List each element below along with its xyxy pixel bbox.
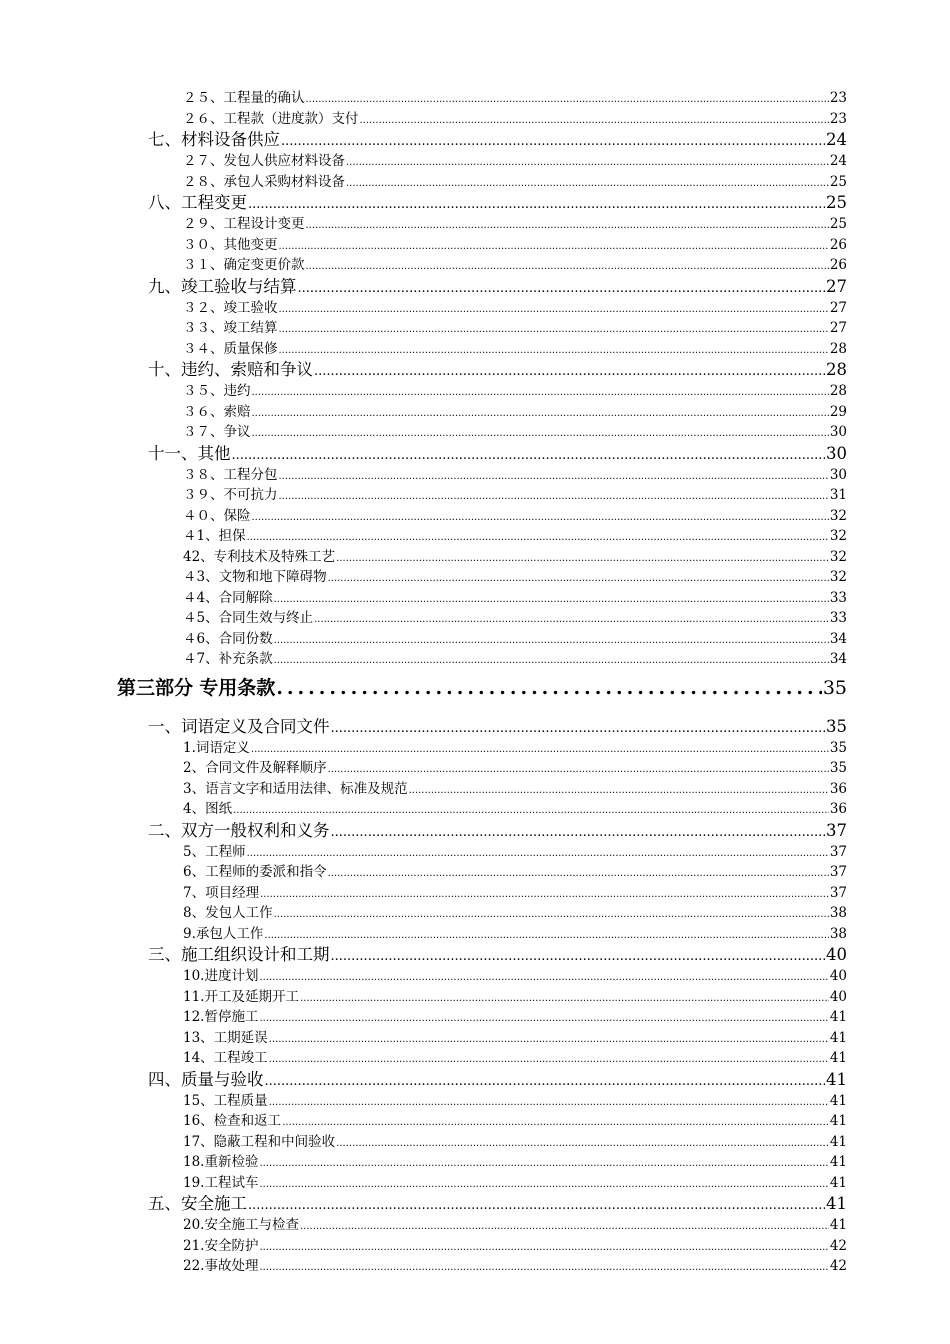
entry-page-number: 41 [829, 1092, 847, 1109]
toc-chapter-entry[interactable] [0, 716, 950, 738]
entry-page-number: 37 [829, 864, 847, 880]
entry-page-number: 31 [829, 487, 847, 503]
entry-title: 17、隐蔽工程和中间验收 [183, 1133, 336, 1150]
toc-section-entry[interactable] [0, 506, 950, 527]
toc-chapter-entry[interactable] [0, 192, 950, 214]
entry-page-number: 23 [829, 110, 847, 127]
toc-chapter-entry[interactable] [0, 944, 950, 966]
leader-dots [328, 864, 829, 885]
entry-title: ２７、发包人供应材料设备 [183, 153, 345, 169]
leader-dots [328, 569, 829, 590]
entry-page-number: 24 [829, 153, 847, 169]
toc-chapter-entry[interactable] [0, 1069, 950, 1091]
toc-section-entry[interactable] [0, 799, 950, 820]
toc-section-entry[interactable] [0, 738, 950, 759]
entry-page-number: 37 [829, 884, 847, 901]
entry-title: 九、竣工验收与结算 [148, 276, 297, 296]
toc-section-entry[interactable] [0, 1256, 950, 1277]
entry-page-number: 41 [829, 1050, 847, 1066]
leader-dots [306, 257, 829, 278]
entry-title: 8、发包人工作 [183, 905, 273, 921]
entry-page-number: 41 [829, 1133, 847, 1150]
leader-dots [251, 740, 829, 761]
entry-title: ４4、合同解除 [183, 589, 273, 606]
toc-section-entry[interactable] [0, 298, 950, 319]
toc-section-entry[interactable] [0, 1215, 950, 1236]
entry-page-number: 38 [829, 905, 847, 921]
entry-page-number: 33 [829, 589, 847, 606]
entry-page-number: 42 [829, 1237, 847, 1254]
toc-section-entry[interactable] [0, 214, 950, 235]
toc-section-entry[interactable] [0, 339, 950, 360]
leader-dots [265, 1071, 826, 1093]
entry-title: ３７、争议 [183, 424, 251, 440]
entry-title: 10.进度计划 [183, 968, 259, 984]
leader-dots [264, 926, 828, 947]
toc-section-entry[interactable] [0, 422, 950, 443]
entry-page-number: 40 [826, 945, 847, 964]
entry-title: ３１、确定变更价款 [183, 257, 305, 273]
entry-title: 42、专利技术及特殊工艺 [183, 548, 336, 565]
leader-dots [247, 844, 829, 865]
leader-dots [314, 610, 829, 631]
entry-page-number: 34 [829, 651, 847, 667]
entry-page-number: 40 [829, 968, 847, 984]
entry-page-number: 30 [829, 466, 847, 483]
toc-group-general-terms [0, 88, 950, 670]
entry-title: ３０、其他变更 [183, 236, 278, 253]
toc-section-entry[interactable] [0, 608, 950, 629]
leader-dots [336, 549, 829, 570]
entry-page-number: 23 [829, 90, 847, 106]
toc-section-entry[interactable] [0, 987, 950, 1008]
toc-section-entry[interactable] [0, 779, 950, 800]
entry-title: ４０、保险 [183, 507, 251, 524]
entry-title: 22.事故处理 [183, 1258, 259, 1274]
entry-page-number: 36 [829, 780, 847, 797]
entry-page-number: 41 [829, 1113, 847, 1129]
entry-title: ４6、合同份数 [183, 630, 273, 647]
entry-title: ３６、索赔 [183, 403, 251, 420]
entry-page-number: 32 [829, 548, 847, 565]
entry-title: 2、合同文件及解释顺序 [183, 760, 327, 776]
entry-title: 21.安全防护 [183, 1237, 259, 1254]
entry-page-number: 32 [829, 507, 847, 524]
entry-page-number: 27 [829, 320, 847, 336]
entry-title: 二、双方一般权利和义务 [148, 820, 330, 840]
toc-section-entry[interactable] [0, 842, 950, 863]
toc-section-entry[interactable] [0, 862, 950, 883]
toc-section-entry[interactable] [0, 1007, 950, 1028]
entry-title: 20.安全施工与检查 [183, 1217, 299, 1233]
toc-chapter-entry[interactable] [0, 820, 950, 842]
entry-title: 19.工程试车 [183, 1174, 259, 1191]
toc-section-entry[interactable] [0, 1236, 950, 1257]
entry-title: ２６、工程款（进度款）支付 [183, 110, 359, 127]
toc-section-entry[interactable] [0, 88, 950, 109]
entry-page-number: 42 [829, 1258, 847, 1274]
leader-dots [281, 131, 825, 153]
toc-section-entry[interactable] [0, 255, 950, 276]
toc-section-entry[interactable] [0, 172, 950, 193]
leader-dots [328, 760, 829, 781]
entry-title: ３３、竣工结算 [183, 320, 278, 336]
leader-dots [259, 1238, 828, 1259]
leader-dots [259, 1175, 828, 1196]
leader-dots [252, 508, 829, 529]
entry-page-number: 32 [829, 528, 847, 544]
leader-dots [279, 300, 829, 321]
leader-dots [331, 822, 826, 844]
entry-title: 十、违约、索赔和争议 [148, 360, 313, 379]
entry-page-number: 37 [826, 820, 847, 840]
leader-dots [360, 111, 829, 132]
entry-page-number: 29 [829, 403, 847, 420]
leader-dots [269, 1030, 829, 1051]
entry-title: ２５、工程量的确认 [183, 90, 305, 106]
entry-title: 6、工程师的委派和指令 [183, 864, 327, 880]
entry-title: 5、工程师 [183, 843, 246, 860]
entry-title: ４5、合同生效与终止 [183, 610, 314, 626]
entry-page-number: 24 [826, 130, 847, 149]
leader-dots [314, 361, 825, 383]
leader-dots [247, 528, 829, 549]
entry-title: ４7、补充条款 [183, 651, 273, 667]
toc-section-entry[interactable] [0, 588, 950, 609]
toc-section-entry[interactable] [0, 547, 950, 568]
leader-dots [306, 90, 829, 111]
table-of-contents [0, 88, 950, 1277]
entry-page-number: 26 [829, 257, 847, 273]
part-page-number: 35 [822, 676, 847, 699]
entry-page-number: 27 [829, 299, 847, 316]
toc-section-entry[interactable] [0, 567, 950, 588]
entry-page-number: 26 [829, 236, 847, 253]
leader-dots [331, 946, 826, 968]
leader-dots [248, 194, 825, 216]
entry-page-number: 28 [829, 383, 847, 399]
toc-section-entry[interactable] [0, 235, 950, 256]
toc-section-entry[interactable] [0, 109, 950, 130]
toc-section-entry[interactable] [0, 318, 950, 339]
entry-page-number: 40 [829, 988, 847, 1005]
leader-dots [233, 801, 829, 822]
entry-title: 一、词语定义及合同文件 [148, 716, 330, 736]
leader-dots [279, 467, 829, 488]
leader-dots [274, 590, 829, 611]
toc-section-entry[interactable] [0, 1028, 950, 1049]
entry-title: ２８、承包人采购材料设备 [183, 173, 345, 190]
entry-title: 四、质量与验收 [148, 1069, 264, 1089]
toc-section-entry[interactable] [0, 1111, 950, 1132]
leader-dots [259, 968, 828, 989]
leader-dots [331, 718, 826, 740]
leader-dots [252, 383, 829, 404]
entry-title: 7、项目经理 [183, 884, 260, 901]
entry-page-number: 35 [829, 760, 847, 776]
part-title: 专用条款 [199, 676, 276, 699]
leader-dots [279, 341, 829, 362]
entry-title: 12.暂停施工 [183, 1009, 259, 1025]
toc-section-entry[interactable] [0, 1173, 950, 1194]
leader-dots [306, 216, 829, 237]
entry-title: 14、工程竣工 [183, 1050, 268, 1066]
entry-page-number: 41 [829, 1009, 847, 1025]
toc-section-entry[interactable] [0, 903, 950, 924]
entry-page-number: 25 [829, 173, 847, 190]
leader-dots [298, 278, 826, 300]
leader-dots [269, 1050, 829, 1071]
toc-section-entry[interactable] [0, 1152, 950, 1173]
leader-dots [274, 905, 829, 926]
leader-dots [346, 174, 829, 195]
entry-page-number: 41 [829, 1174, 847, 1191]
entry-page-number: 41 [829, 1217, 847, 1233]
entry-page-number: 32 [829, 569, 847, 585]
toc-section-entry[interactable] [0, 151, 950, 172]
toc-group-special-terms [0, 716, 950, 1277]
leader-dots [252, 424, 829, 445]
entry-title: 七、材料设备供应 [148, 130, 280, 149]
toc-section-entry[interactable] [0, 966, 950, 987]
toc-section-entry[interactable] [0, 526, 950, 547]
entry-title: 3、语言文字和适用法律、标准及规范 [183, 780, 408, 797]
toc-section-entry[interactable] [0, 883, 950, 904]
entry-page-number: 27 [826, 276, 847, 296]
leader-dots [279, 237, 829, 258]
leader-dots [260, 885, 829, 906]
toc-section-entry[interactable] [0, 485, 950, 506]
leader-dots [279, 487, 829, 508]
entry-title: 三、施工组织设计和工期 [148, 945, 330, 964]
toc-chapter-entry[interactable] [0, 359, 950, 381]
entry-page-number: 28 [829, 340, 847, 357]
entry-title: ３８、工程分包 [183, 466, 278, 483]
leader-dots [336, 1134, 829, 1155]
entry-title: 13、工期延误 [183, 1029, 268, 1046]
entry-page-number: 25 [826, 193, 847, 212]
leader-dots [274, 651, 829, 672]
entry-page-number: 35 [826, 716, 847, 736]
leader-dots [232, 445, 826, 467]
leader-dots [259, 1009, 828, 1030]
entry-title: ３２、竣工验收 [183, 299, 278, 316]
entry-page-number: 30 [826, 443, 847, 463]
entry-page-number: 28 [826, 360, 847, 379]
toc-section-entry[interactable] [0, 649, 950, 670]
leader-dots [409, 781, 829, 802]
entry-page-number: 37 [829, 843, 847, 860]
leader-dots [300, 1217, 829, 1238]
toc-chapter-entry[interactable] [0, 1193, 950, 1215]
entry-title: 11.开工及延期开工 [183, 988, 299, 1005]
toc-part-heading[interactable] [0, 670, 950, 716]
leader-dots [259, 1258, 828, 1279]
entry-page-number: 41 [826, 1069, 847, 1089]
leader-dots [282, 1113, 829, 1134]
part-label: 第三部分 [117, 676, 194, 699]
entry-page-number: 34 [829, 630, 847, 647]
toc-section-entry[interactable] [0, 402, 950, 423]
entry-page-number: 38 [829, 925, 847, 942]
leader-dots [346, 153, 829, 174]
entry-page-number: 41 [829, 1154, 847, 1170]
toc-section-entry[interactable] [0, 381, 950, 402]
leader-dots [269, 1093, 829, 1114]
leader-dots [252, 404, 829, 425]
entry-title: 1.词语定义 [183, 739, 250, 756]
toc-section-entry[interactable] [0, 1048, 950, 1069]
entry-title: ３４、质量保修 [183, 340, 278, 357]
entry-title: 9.承包人工作 [183, 925, 264, 942]
entry-title: ４3、文物和地下障碍物 [183, 569, 327, 585]
toc-section-entry[interactable] [0, 1091, 950, 1112]
leader-dots [300, 989, 829, 1010]
entry-page-number: 25 [829, 216, 847, 232]
toc-section-entry[interactable] [0, 629, 950, 650]
entry-title: 16、检查和返工 [183, 1113, 282, 1129]
entry-page-number: 41 [826, 1194, 847, 1213]
entry-title: ３９、不可抗力 [183, 487, 278, 503]
entry-title: ３５、违约 [183, 383, 251, 399]
entry-title: 五、安全施工 [148, 1194, 247, 1213]
entry-title: 18.重新检验 [183, 1154, 259, 1170]
entry-page-number: 30 [829, 424, 847, 440]
toc-chapter-entry[interactable] [0, 129, 950, 151]
leader-dots [248, 1195, 825, 1217]
entry-page-number: 33 [829, 610, 847, 626]
toc-chapter-entry[interactable] [0, 276, 950, 298]
entry-title: 15、工程质量 [183, 1092, 268, 1109]
toc-section-entry[interactable] [0, 465, 950, 486]
leader-dots [259, 1154, 828, 1175]
entry-page-number: 35 [829, 739, 847, 756]
entry-title: 4、图纸 [183, 801, 233, 817]
entry-title: 十一、其他 [148, 443, 231, 463]
toc-section-entry[interactable] [0, 758, 950, 779]
entry-page-number: 36 [829, 801, 847, 817]
entry-title: ２９、工程设计变更 [183, 216, 305, 232]
toc-chapter-entry[interactable] [0, 443, 950, 465]
toc-section-entry[interactable] [0, 1132, 950, 1153]
leader-dots [279, 320, 829, 341]
entry-title: 八、工程变更 [148, 193, 247, 212]
leader-dots [274, 631, 829, 652]
entry-page-number: 41 [829, 1029, 847, 1046]
leader-dots [276, 670, 822, 706]
entry-title: ４1、担保 [183, 528, 246, 544]
toc-section-entry[interactable] [0, 924, 950, 945]
